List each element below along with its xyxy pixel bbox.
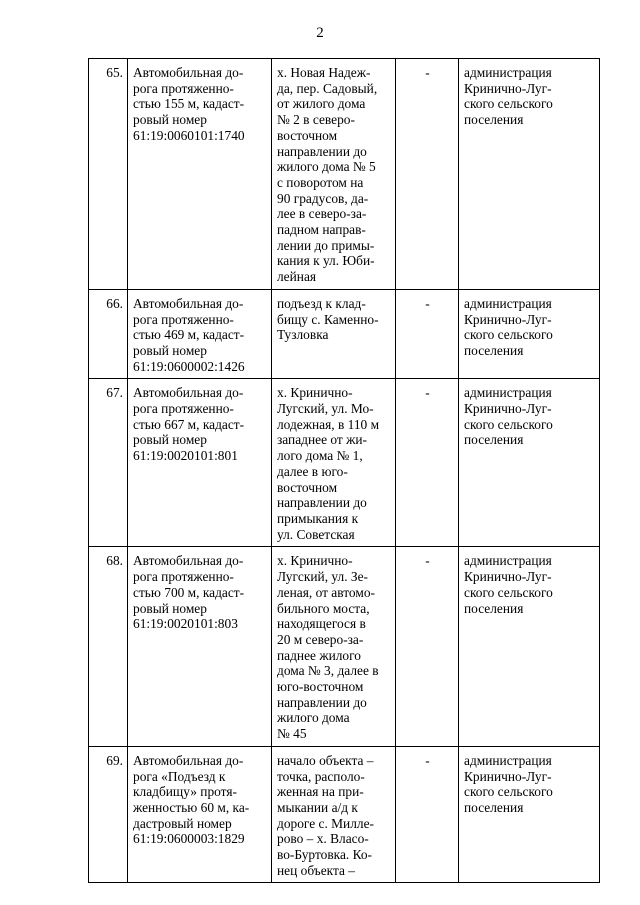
owner-organization: администрация Кринично-Луг- ского сельского поселения — [459, 379, 600, 547]
road-location: х. Кринично- Лугский, ул. Зе- леная, от автомо- бильного моста, находящегося в 20 м северо-за- паднее жилого дома № 3, далее в юго-восточном направлении до жилого дома № 45 — [272, 547, 396, 746]
road-location: подъезд к клад- бищу с. Каменно- Тузловка — [272, 289, 396, 379]
road-location: х. Новая Надеж- да, пер. Садовый, от жилого дома № 2 в северо- восточном направлении до жилого дома № 5 с поворотом на 90 градусов, да- лее в северо-за- падном направ- лении до примы- кания к ул. Юби- лейная — [272, 59, 396, 290]
road-description: Автомобильная до- рога протяженно- стью 155 м, кадаст- ровый номер 61:19:0060101:1740 — [128, 59, 272, 290]
row-number: 67. — [89, 379, 128, 547]
owner-organization: администрация Кринично-Луг- ского сельского поселения — [459, 289, 600, 379]
table-row — [89, 289, 600, 379]
owner-organization: администрация Кринично-Луг- ского сельского поселения — [459, 746, 600, 883]
road-description: Автомобильная до- рога протяженно- стью 667 м, кадаст- ровый номер 61:19:0020101:801 — [128, 379, 272, 547]
road-description: Автомобильная до- рога протяженно- стью 700 м, кадаст- ровый номер 61:19:0020101:803 — [128, 547, 272, 746]
owner-organization: администрация Кринично-Луг- ского сельского поселения — [459, 547, 600, 746]
row-number: 66. — [89, 289, 128, 379]
table-row — [89, 379, 600, 547]
page-number: 2 — [316, 25, 324, 41]
dash-mark: - — [396, 289, 459, 379]
dash-mark: - — [396, 547, 459, 746]
table-row — [89, 59, 600, 290]
dash-mark: - — [396, 59, 459, 290]
road-location: х. Кринично- Лугский, ул. Мо- лодежная, в 110 м западнее от жи- лого дома № 1, далее в юго- восточном направлении до примыкания к ул. Советская — [272, 379, 396, 547]
dash-mark: - — [396, 379, 459, 547]
table-row — [89, 547, 600, 746]
road-location: начало объекта – точка, располо- женная на при- мыкании а/д к дороге с. Милле- рово – х. Власо- во-Буртовка. Ко- нец объекта – — [272, 746, 396, 883]
road-description: Автомобильная до- рога протяженно- стью 469 м, кадаст- ровый номер 61:19:0600002:1426 — [128, 289, 272, 379]
table-row — [89, 746, 600, 883]
row-number: 65. — [89, 59, 128, 290]
roads-registry-table — [88, 58, 600, 883]
owner-organization: администрация Кринично-Луг- ского сельского поселения — [459, 59, 600, 290]
dash-mark: - — [396, 746, 459, 883]
row-number: 69. — [89, 746, 128, 883]
row-number: 68. — [89, 547, 128, 746]
road-description: Автомобильная до- рога «Подъезд к кладбищу» протя- женностью 60 м, ка- дастровый номер 61:19:0600003:1829 — [128, 746, 272, 883]
